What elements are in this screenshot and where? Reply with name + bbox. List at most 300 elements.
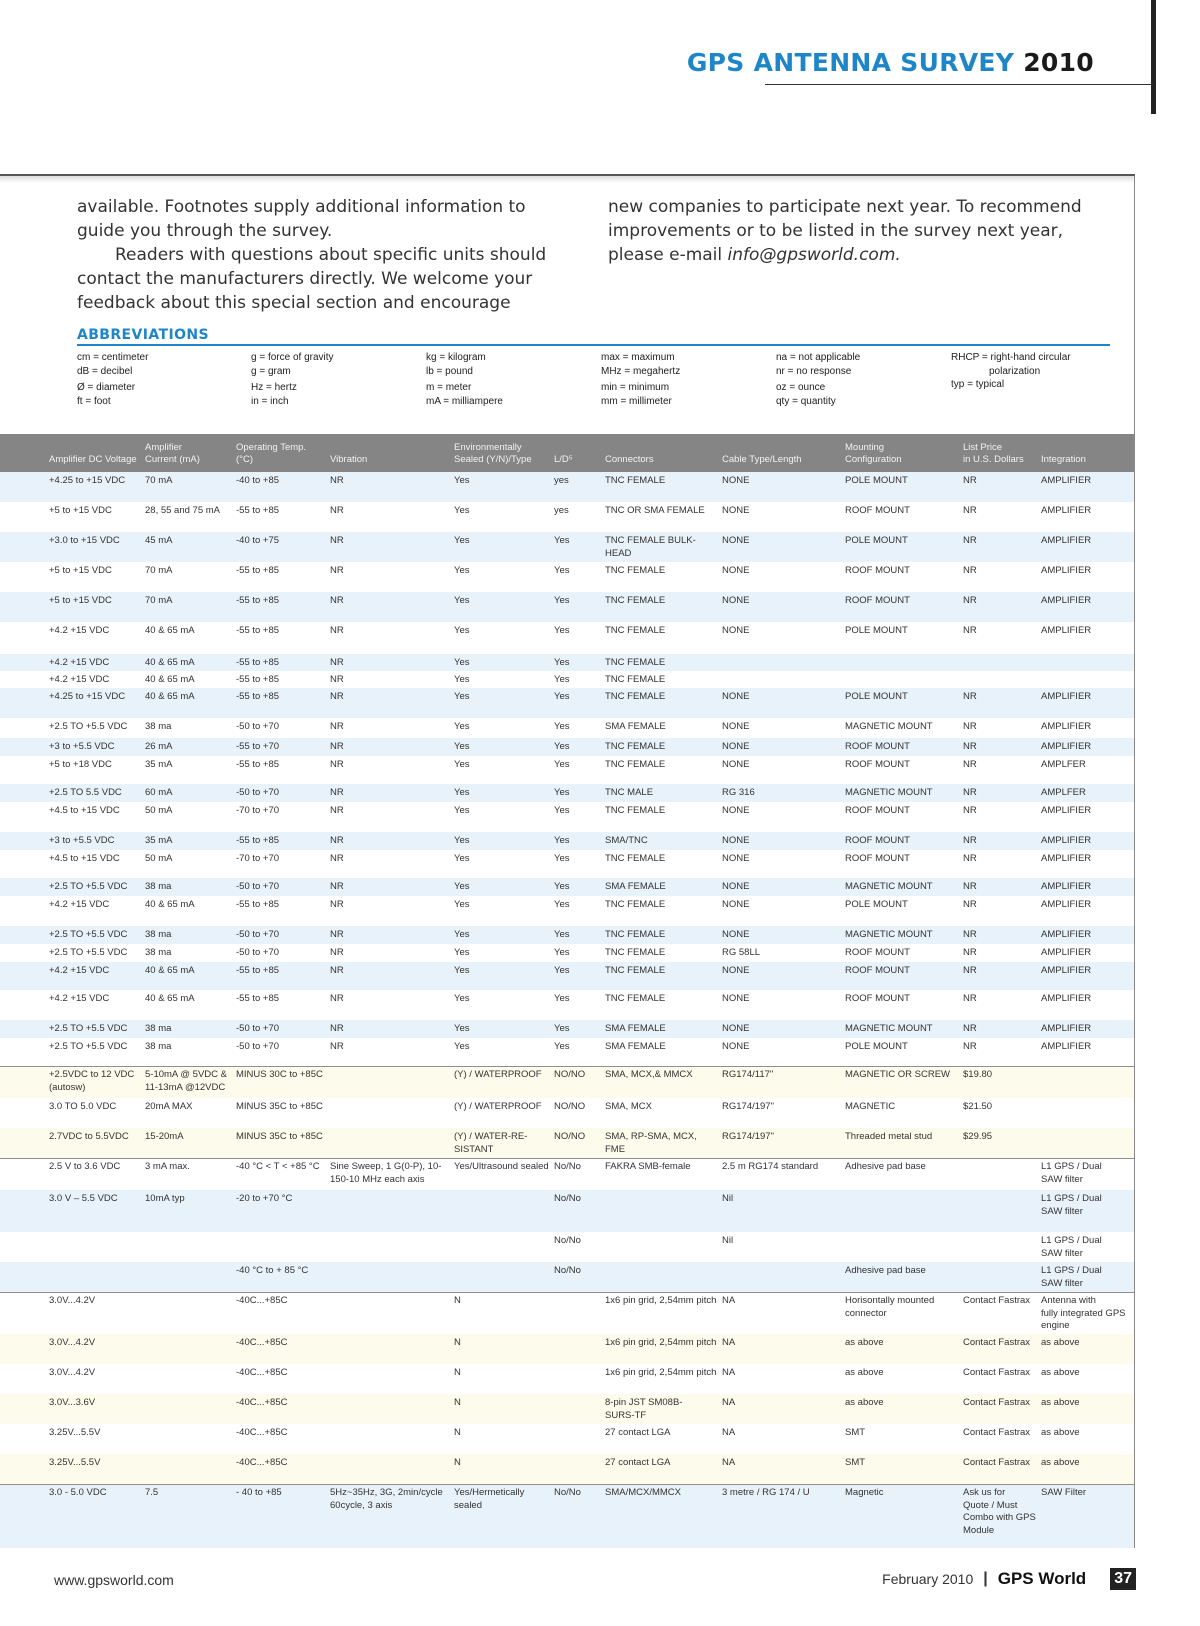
table-row <box>0 738 1134 756</box>
table-cell: NR <box>963 965 977 976</box>
table-cell: AMPLIFIER <box>1041 741 1092 752</box>
table-cell: 3.0V...4.2V <box>49 1367 96 1378</box>
table-cell: TNC FEMALE <box>605 475 666 486</box>
table-row <box>0 850 1134 878</box>
table-cell: TNC FEMALE <box>605 853 666 864</box>
abbreviation-column <box>601 351 680 408</box>
table-cell: (Y) / WATER-RE- SISTANT <box>454 1131 528 1155</box>
table-cell: +4.2 +15 VDC <box>49 965 110 976</box>
table-cell: TNC FEMALE <box>605 691 666 702</box>
table-cell: 8-pin JST SM08B- SURS-TF <box>605 1397 683 1421</box>
table-cell: SMA, RP-SMA, MCX, FME <box>605 1131 697 1155</box>
table-cell: NONE <box>722 691 750 702</box>
table-cell: $21.50 <box>963 1101 993 1112</box>
table-cell: Adhesive pad base <box>845 1265 926 1276</box>
table-cell: -55 to +85 <box>236 674 280 685</box>
table-cell: Yes <box>554 535 570 546</box>
table-cell: SMT <box>845 1457 866 1468</box>
table-cell: 3.0 - 5.0 VDC <box>49 1487 107 1498</box>
table-cell: $19.80 <box>963 1069 993 1080</box>
table-cell: +3.0 to +15 VDC <box>49 535 120 546</box>
table-cell: Yes <box>554 947 570 958</box>
table-cell: 2.7VDC to 5.5VDC <box>49 1131 129 1142</box>
table-row <box>0 1424 1134 1454</box>
table-cell: Yes <box>554 853 570 864</box>
table-cell: TNC FEMALE <box>605 965 666 976</box>
table-row <box>0 1484 1134 1548</box>
table-cell: -55 to +70 <box>236 741 280 752</box>
table-cell: NR <box>330 1041 344 1052</box>
table-cell: NR <box>963 505 977 516</box>
table-cell: Yes <box>454 759 470 770</box>
table-cell: TNC FEMALE <box>605 625 666 636</box>
table-cell: +4.25 to +15 VDC <box>49 475 126 486</box>
table-cell: Contact Fastrax <box>963 1427 1031 1438</box>
table-cell: -55 to +85 <box>236 657 280 668</box>
table-cell: NR <box>963 805 977 816</box>
table-cell: ROOF MOUNT <box>845 993 910 1004</box>
table-cell: 70 mA <box>145 475 173 486</box>
table-cell: -55 to +85 <box>236 691 280 702</box>
column-header <box>236 442 306 466</box>
column-header-line: Amplifier <box>145 442 182 453</box>
table-cell: Threaded metal stud <box>845 1131 933 1142</box>
table-cell: 28, 55 and 75 mA <box>145 505 220 516</box>
column-header <box>49 454 137 466</box>
table-cell: TNC FEMALE <box>605 947 666 958</box>
table-cell: NA <box>722 1295 736 1306</box>
table-cell: 40 & 65 mA <box>145 899 195 910</box>
table-cell: as above <box>1041 1397 1080 1408</box>
table-row <box>0 832 1134 850</box>
table-cell: +3 to +5.5 VDC <box>49 835 115 846</box>
table-row <box>0 990 1134 1020</box>
table-cell: TNC FEMALE <box>605 674 666 685</box>
table-cell: L1 GPS / Dual SAW filter <box>1041 1235 1102 1259</box>
table-cell: +2.5 TO +5.5 VDC <box>49 1023 128 1034</box>
table-cell: Yes <box>554 929 570 940</box>
table-cell: -55 to +85 <box>236 835 280 846</box>
table-row <box>0 718 1134 738</box>
table-cell: Yes <box>454 505 470 516</box>
table-cell: NR <box>330 535 344 546</box>
table-cell: L1 GPS / Dual SAW filter <box>1041 1265 1102 1289</box>
table-cell: MAGNETIC MOUNT <box>845 1023 933 1034</box>
table-cell: ROOF MOUNT <box>845 759 910 770</box>
abbreviation-item: m = meter <box>426 382 472 393</box>
abbreviation-item: RHCP = right-hand circular <box>951 352 1071 363</box>
table-cell: Yes <box>454 787 470 798</box>
column-header-line: Cable Type/Length <box>722 454 802 465</box>
table-cell: NR <box>963 881 977 892</box>
table-row <box>0 1364 1134 1394</box>
right-margin-rule <box>1134 176 1135 1548</box>
table-cell: NR <box>963 535 977 546</box>
intro-text: new companies to participate next year. To recommend improvements or to be listed in the survey next year, please e-mail <box>608 197 1082 265</box>
table-cell: Yes <box>554 674 570 685</box>
table-cell: -50 to +70 <box>236 929 280 940</box>
table-cell: Ask us for Quote / Must Combo with GPS Module <box>963 1487 1036 1536</box>
table-cell: NR <box>330 835 344 846</box>
table-cell: 38 ma <box>145 721 172 732</box>
table-cell: -40 to +85 <box>236 475 280 486</box>
table-cell: AMPLIFIER <box>1041 805 1092 816</box>
table-cell: AMPLIFIER <box>1041 721 1092 732</box>
table-cell: 3.0V...4.2V <box>49 1337 96 1348</box>
table-cell: +5 to +18 VDC <box>49 759 112 770</box>
abbreviation-item: Hz = hertz <box>251 382 297 393</box>
table-cell: Yes <box>554 881 570 892</box>
table-cell: +2.5 TO +5.5 VDC <box>49 929 128 940</box>
table-cell: NR <box>330 657 344 668</box>
intro-left-column <box>77 195 572 315</box>
table-cell: NONE <box>722 721 750 732</box>
table-cell: 40 & 65 mA <box>145 625 195 636</box>
table-cell: NONE <box>722 881 750 892</box>
table-cell: NR <box>330 741 344 752</box>
table-cell: NR <box>963 625 977 636</box>
table-cell: NR <box>963 475 977 486</box>
table-cell: -55 to +85 <box>236 625 280 636</box>
column-header-line: Amplifier DC Voltage <box>49 454 137 465</box>
table-cell: Yes <box>454 993 470 1004</box>
table-cell: NR <box>330 899 344 910</box>
column-header <box>454 442 532 466</box>
table-cell: 45 mA <box>145 535 173 546</box>
table-cell: NR <box>330 947 344 958</box>
table-cell: -40C...+85C <box>236 1295 288 1306</box>
table-cell: Yes <box>454 853 470 864</box>
abbreviations-heading: ABBREVIATIONS <box>77 327 209 343</box>
table-cell: Yes <box>454 805 470 816</box>
table-cell: ROOF MOUNT <box>845 595 910 606</box>
table-cell: 2.5 V to 3.6 VDC <box>49 1161 121 1172</box>
table-cell: Yes <box>454 965 470 976</box>
table-cell: +5 to +15 VDC <box>49 595 112 606</box>
column-header-line: Vibration <box>330 454 368 465</box>
table-cell: Yes <box>554 741 570 752</box>
table-cell: Yes <box>554 595 570 606</box>
table-cell: Yes <box>554 1041 570 1052</box>
table-row <box>0 1292 1134 1334</box>
table-cell: Contact Fastrax <box>963 1397 1031 1408</box>
table-cell: as above <box>845 1337 884 1348</box>
table-cell: N <box>454 1427 461 1438</box>
table-cell: POLE MOUNT <box>845 535 908 546</box>
table-cell: NR <box>963 1041 977 1052</box>
table-cell: TNC OR SMA FEMALE <box>605 505 705 516</box>
table-cell: NONE <box>722 1041 750 1052</box>
top-right-vertical-bar <box>1151 0 1156 114</box>
table-cell: -50 to +70 <box>236 1041 280 1052</box>
table-cell: NR <box>330 691 344 702</box>
table-row <box>0 1232 1134 1262</box>
table-cell: NR <box>330 787 344 798</box>
table-cell: Yes <box>554 835 570 846</box>
table-cell: Yes <box>554 721 570 732</box>
table-cell: MAGNETIC MOUNT <box>845 721 933 732</box>
table-cell: 40 & 65 mA <box>145 993 195 1004</box>
table-cell: +2.5 TO +5.5 VDC <box>49 721 128 732</box>
table-cell: AMPLIFIER <box>1041 929 1092 940</box>
table-cell: AMPLIFIER <box>1041 475 1092 486</box>
table-cell: 1x6 pin grid, 2,54mm pitch <box>605 1367 717 1378</box>
intro-right-column <box>608 195 1098 267</box>
table-cell: SMA/TNC <box>605 835 648 846</box>
table-row <box>0 592 1134 622</box>
table-cell: -55 to +85 <box>236 899 280 910</box>
table-cell: Yes <box>454 657 470 668</box>
table-cell: AMPLIFIER <box>1041 899 1092 910</box>
table-cell: SAW Filter <box>1041 1487 1087 1498</box>
table-cell: Yes <box>454 741 470 752</box>
table-cell: +4.2 +15 VDC <box>49 899 110 910</box>
table-cell: -40 to +75 <box>236 535 280 546</box>
abbreviation-item: oz = ounce <box>776 382 826 393</box>
table-cell: NONE <box>722 965 750 976</box>
table-cell: Yes <box>454 929 470 940</box>
table-cell: +4.5 to +15 VDC <box>49 853 120 864</box>
table-cell: -55 to +85 <box>236 759 280 770</box>
column-header <box>330 454 367 466</box>
abbreviation-item: MHz = megahertz <box>601 365 681 377</box>
abbreviation-item: Ø = diameter <box>77 382 136 393</box>
table-cell: No/No <box>554 1193 581 1204</box>
table-cell: NONE <box>722 929 750 940</box>
table-cell: TNC FEMALE <box>605 759 666 770</box>
table-row <box>0 756 1134 784</box>
table-cell: (Y) / WATERPROOF <box>454 1069 542 1080</box>
table-cell: NO/NO <box>554 1069 586 1080</box>
table-cell: +4.2 +15 VDC <box>49 625 110 636</box>
table-cell: +2.5 TO 5.5 VDC <box>49 787 122 798</box>
table-cell: N <box>454 1295 461 1306</box>
table-cell: 40 & 65 mA <box>145 965 195 976</box>
table-cell: +2.5 TO +5.5 VDC <box>49 881 128 892</box>
abbreviation-item: na = not applicable <box>776 352 861 363</box>
table-cell: yes <box>554 505 569 516</box>
abbreviation-item: typ = typical <box>951 379 1005 390</box>
table-cell: SMA FEMALE <box>605 721 666 732</box>
table-cell: Yes <box>454 1041 470 1052</box>
table-cell: AMPLIFIER <box>1041 853 1092 864</box>
table-cell: +5 to +15 VDC <box>49 565 112 576</box>
table-cell: Yes <box>554 691 570 702</box>
table-cell: +4.25 to +15 VDC <box>49 691 126 702</box>
footer-magazine-name: GPS World <box>997 1569 1087 1588</box>
table-cell: Yes <box>554 899 570 910</box>
column-header-line: (°C) <box>236 454 253 465</box>
table-cell: MINUS 30C to +85C <box>236 1069 323 1080</box>
table-cell: 5Hz~35Hz, 3G, 2min/cycle 60cycle, 3 axis <box>330 1487 443 1511</box>
table-cell: POLE MOUNT <box>845 475 908 486</box>
table-cell: NONE <box>722 535 750 546</box>
column-header <box>722 454 802 466</box>
table-cell: Yes <box>454 691 470 702</box>
table-cell: ROOF MOUNT <box>845 565 910 576</box>
table-cell: $29.95 <box>963 1131 993 1142</box>
table-cell: NONE <box>722 505 750 516</box>
table-row <box>0 654 1134 671</box>
table-cell: N <box>454 1367 461 1378</box>
table-cell: +2.5VDC to 12 VDC (autosw) <box>49 1069 135 1093</box>
table-cell: Yes <box>454 899 470 910</box>
table-cell: Horisontally mounted connector <box>845 1295 935 1319</box>
table-cell: SMA, MCX <box>605 1101 652 1112</box>
table-cell: Nil <box>722 1193 734 1204</box>
column-header-line: Current (mA) <box>145 454 200 465</box>
table-cell: 15-20mA <box>145 1131 184 1142</box>
table-cell: -20 to +70 °C <box>236 1193 293 1204</box>
table-cell: TNC FEMALE <box>605 805 666 816</box>
column-header-line: Environmentally <box>454 442 522 453</box>
table-cell: SMA FEMALE <box>605 1023 666 1034</box>
table-cell: 20mA MAX <box>145 1101 193 1112</box>
table-cell: 3.0V...4.2V <box>49 1295 96 1306</box>
footer-date: February 2010 <box>882 1571 974 1587</box>
abbreviation-item: max = maximum <box>601 352 675 363</box>
table-cell: NONE <box>722 805 750 816</box>
table-row <box>0 784 1134 802</box>
table-cell: AMPLFER <box>1041 787 1086 798</box>
table-cell: 70 mA <box>145 595 173 606</box>
table-cell: SMT <box>845 1427 866 1438</box>
table-cell: NR <box>963 993 977 1004</box>
table-cell: NONE <box>722 993 750 1004</box>
table-cell: -50 to +70 <box>236 1023 280 1034</box>
table-cell: NR <box>963 787 977 798</box>
table-cell: 3.25V...5.5V <box>49 1427 101 1438</box>
table-cell: +2.5 TO +5.5 VDC <box>49 1041 128 1052</box>
table-cell: Yes <box>454 674 470 685</box>
table-cell: NR <box>330 475 344 486</box>
table-cell: AMPLFER <box>1041 759 1086 770</box>
table-cell: NR <box>963 1023 977 1034</box>
table-cell: RG 58LL <box>722 947 761 958</box>
group-divider <box>0 1292 1134 1293</box>
table-row <box>0 1128 1134 1158</box>
table-cell: SMA FEMALE <box>605 1041 666 1052</box>
title-year: 2010 <box>1023 48 1094 77</box>
table-cell: Yes <box>554 805 570 816</box>
table-cell: NR <box>330 929 344 940</box>
table-cell: as above <box>845 1367 884 1378</box>
table-cell: 40 & 65 mA <box>145 657 195 668</box>
table-cell: NONE <box>722 565 750 576</box>
abbreviation-item: polarization <box>989 365 1041 377</box>
table-cell: Yes <box>454 721 470 732</box>
table-cell: AMPLIFIER <box>1041 947 1092 958</box>
table-cell: MAGNETIC <box>845 1101 896 1112</box>
footer-website[interactable]: www.gpsworld.com <box>54 1572 174 1588</box>
table-cell: 1x6 pin grid, 2,54mm pitch <box>605 1295 717 1306</box>
table-cell: 38 ma <box>145 1023 172 1034</box>
table-cell: -40 °C to + 85 °C <box>236 1265 309 1276</box>
table-cell: 70 mA <box>145 565 173 576</box>
table-cell: AMPLIFIER <box>1041 835 1092 846</box>
table-cell: TNC FEMALE <box>605 565 666 576</box>
table-cell: 27 contact LGA <box>605 1427 671 1438</box>
table-row <box>0 562 1134 592</box>
table-cell: SMA, MCX,& MMCX <box>605 1069 693 1080</box>
table-cell: 3 metre / RG 174 / U <box>722 1487 810 1498</box>
table-cell: Sine Sweep, 1 G(0-P), 10- 150-10 MHz each axis <box>330 1161 442 1185</box>
table-cell: NA <box>722 1367 736 1378</box>
table-cell: NR <box>963 759 977 770</box>
table-row <box>0 472 1134 502</box>
table-cell: NONE <box>722 741 750 752</box>
table-cell: -50 to +70 <box>236 947 280 958</box>
table-cell: MAGNETIC MOUNT <box>845 787 933 798</box>
column-header-line: Mounting <box>845 442 885 453</box>
table-cell: TNC FEMALE <box>605 657 666 668</box>
table-cell: NR <box>963 721 977 732</box>
table-cell: L1 GPS / Dual SAW filter <box>1041 1161 1102 1185</box>
table-row <box>0 1454 1134 1484</box>
page-header <box>687 48 1094 77</box>
table-cell: NA <box>722 1457 736 1468</box>
table-cell: NR <box>963 741 977 752</box>
contact-email-link[interactable]: info@gpsworld.com. <box>727 245 901 265</box>
table-cell: NR <box>963 947 977 958</box>
table-cell: NR <box>330 595 344 606</box>
table-cell: 10mA typ <box>145 1193 185 1204</box>
table-row <box>0 944 1134 962</box>
table-cell: 7.5 <box>145 1487 159 1498</box>
column-header <box>963 442 1024 466</box>
table-cell: 38 ma <box>145 1041 172 1052</box>
intro-paragraph: available. Footnotes supply additional information to guide you through the survey. <box>77 197 526 241</box>
table-cell: ROOF MOUNT <box>845 853 910 864</box>
table-cell: AMPLIFIER <box>1041 535 1092 546</box>
abbreviation-item: g = force of gravity <box>251 352 334 363</box>
table-cell: TNC FEMALE <box>605 929 666 940</box>
table-cell: -55 to +85 <box>236 595 280 606</box>
table-cell: +4.2 +15 VDC <box>49 657 110 668</box>
abbreviation-item: lb = pound <box>426 365 473 377</box>
table-cell: Yes/Ultrasound sealed <box>454 1161 549 1172</box>
table-cell: +5 to +15 VDC <box>49 505 112 516</box>
table-cell: Yes <box>454 947 470 958</box>
table-cell: ROOF MOUNT <box>845 741 910 752</box>
table-cell: Yes <box>454 595 470 606</box>
footer-info <box>882 1568 1136 1590</box>
table-cell: POLE MOUNT <box>845 691 908 702</box>
table-cell: NR <box>330 759 344 770</box>
table-cell: NR <box>963 691 977 702</box>
table-cell: NA <box>722 1397 736 1408</box>
table-row <box>0 532 1134 562</box>
table-cell: RG174/197" <box>722 1101 774 1112</box>
table-cell: NR <box>330 805 344 816</box>
table-cell: MAGNETIC MOUNT <box>845 881 933 892</box>
table-cell: 35 mA <box>145 759 173 770</box>
table-cell: NONE <box>722 853 750 864</box>
table-cell: TNC FEMALE <box>605 595 666 606</box>
table-row <box>0 926 1134 944</box>
table-cell: RG174/197" <box>722 1131 774 1142</box>
abbreviation-item: qty = quantity <box>776 395 836 407</box>
table-cell: NR <box>330 625 344 636</box>
table-cell: -70 to +70 <box>236 853 280 864</box>
table-cell: ROOF MOUNT <box>845 505 910 516</box>
table-cell: No/No <box>554 1235 581 1246</box>
table-cell: NR <box>963 899 977 910</box>
table-cell: AMPLIFIER <box>1041 565 1092 576</box>
table-row <box>0 1066 1134 1098</box>
table-cell: NONE <box>722 1023 750 1034</box>
table-cell: -50 to +70 <box>236 881 280 892</box>
